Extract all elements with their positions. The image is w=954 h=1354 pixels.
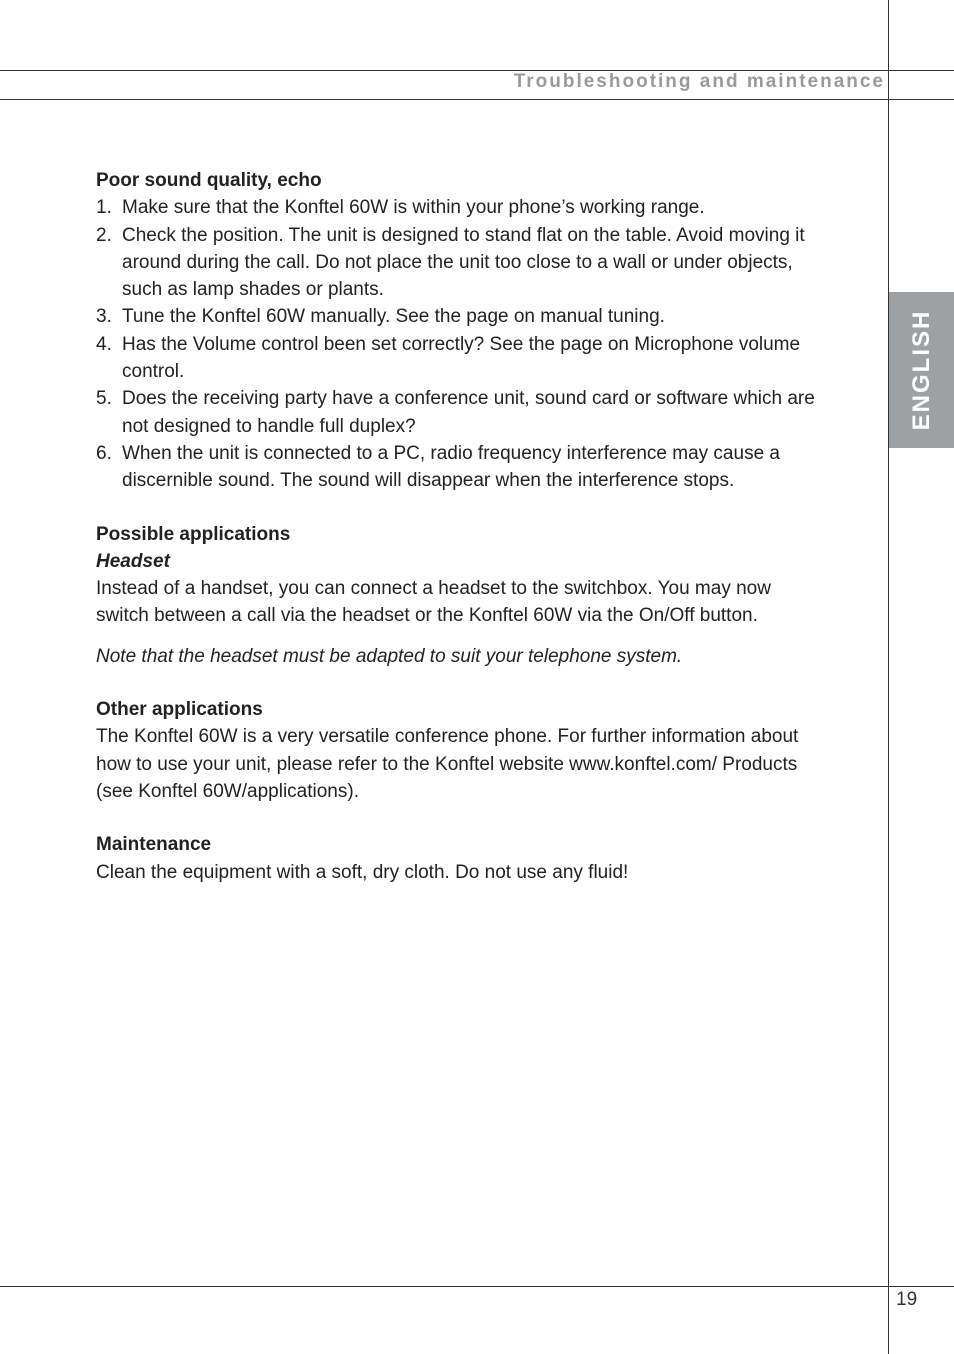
list-item-text: When the unit is connected to a PC, radio frequency interference may cause a discernible sound. The sound will disappear when the interference stops. [122,442,780,492]
running-header: Troubleshooting and maintenance [513,71,885,92]
right-margin-rule [888,0,889,1354]
language-tab [889,292,954,448]
section-heading: Poor sound quality, echo [96,170,322,191]
list-item-number: 3. [96,306,112,328]
section-other-applications [96,696,826,805]
footer-rule [0,1286,954,1287]
section-body: Instead of a handset, you can connect a headset to the switchbox. You may now switch between a call via the headset or the Konftel 60W via the On/Off button. [96,578,771,627]
list-item-number: 4. [96,333,112,355]
section-body: The Konftel 60W is a very versatile conference phone. For further information about how to use your unit, please refer to the Konftel website www.konftel.com/ Products (see Konftel 60W/applications). [96,726,799,802]
section-possible-applications [96,521,826,670]
section-heading: Maintenance [96,834,212,856]
list-item [96,194,826,221]
page-content [96,167,826,912]
list-item [96,303,826,330]
section-note: Note that the headset must be adapted to suit your telephone system. [96,645,683,667]
list-item [96,222,826,304]
page-number: 19 [896,1289,918,1310]
section-heading: Possible applications [96,523,291,545]
section-maintenance [96,831,826,886]
list-item [96,331,826,386]
list-item-text: Make sure that the Konftel 60W is within your phone’s working range. [122,197,705,219]
list-item-text: Tune the Konftel 60W manually. See the page on manual tuning. [122,306,665,328]
list-item [96,385,826,440]
section-heading: Other applications [96,699,263,721]
list-item-number: 6. [96,442,112,464]
list-item-number: 1. [96,197,112,219]
header-bottom-rule [0,99,954,100]
list-item-number: 2. [96,224,112,246]
section-body: Clean the equipment with a soft, dry cloth. Do not use any fluid! [96,861,629,883]
language-tab-label: ENGLISH [907,309,935,431]
section-subheading: Headset [96,550,170,572]
list-item-text: Check the position. The unit is designed to stand flat on the table. Avoid moving it around during the call. Do not place the unit too close to a wall or under objects, such as lamp shades or plants. [122,224,805,301]
list-item-number: 5. [96,388,112,410]
list-item-text: Has the Volume control been set correctly? See the page on Microphone volume control. [122,333,801,383]
list-item-text: Does the receiving party have a conference unit, sound card or software which are not designed to handle full duplex? [122,388,815,437]
list-item [96,440,826,495]
section-poor-sound [96,167,826,495]
troubleshooting-list [96,194,826,494]
